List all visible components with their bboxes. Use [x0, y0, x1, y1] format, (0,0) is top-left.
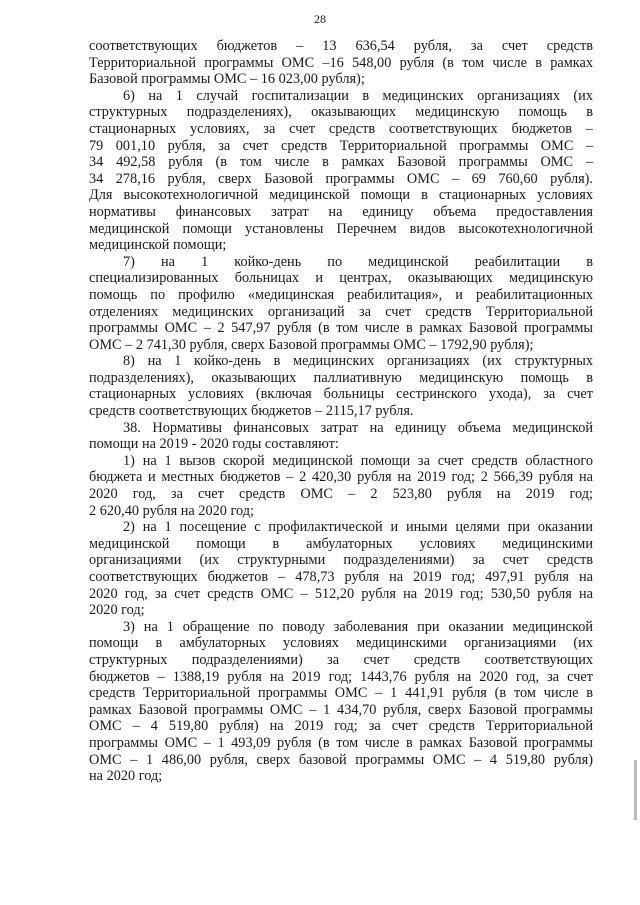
page-number: 28	[314, 12, 326, 26]
text-line: 34 278,16 рубля, сверх Базовой программы ОМС – 69 760,60 рубля).	[89, 170, 593, 187]
text-line: структурных подразделениях), оказывающих медицинскую помощь в	[89, 104, 593, 121]
text-line: медицинской помощи в амбулаторных условиях медицинскими	[89, 535, 593, 552]
text-line: ОМС – 4 519,80 рубля) на 2019 год; за счет средств Территориальной	[89, 718, 593, 735]
text-line: 8) на 1 койко-день в медицинских организациях (их структурных	[123, 353, 593, 370]
paragraph-section-38	[89, 420, 593, 453]
text-line: структурных подразделениями) за счет средств соответствующих	[89, 651, 593, 668]
text-line: 79 001,10 рубля, за счет средств Территориальной программы ОМС –	[89, 137, 593, 154]
text-line: Для высокотехнологичной медицинской помощи в стационарных условиях	[89, 187, 593, 204]
text-line: бюджета и местных бюджетов – 2 420,30 рубля на 2019 год; 2 566,39 рубля на	[89, 469, 593, 486]
text-line: медицинской помощи установлены Перечнем видов высокотехнологичной	[89, 220, 593, 237]
scan-edge-mark	[634, 760, 637, 820]
text-line: 7) на 1 койко-день по медицинской реабилитации в	[123, 253, 593, 270]
text-line: стационарных условиях, за счет средств соответствующих бюджетов –	[89, 120, 593, 137]
page-body	[89, 38, 593, 785]
paragraph-38-item-1	[89, 453, 593, 519]
text-line: 2) на 1 посещение с профилактической и иными целями при оказании	[123, 519, 593, 536]
paragraph-38-item-2	[89, 519, 593, 619]
paragraph-item-7	[89, 254, 593, 354]
text-line: соответствующих бюджетов – 478,73 рубля на 2019 год; 497,91 рубля на	[89, 569, 593, 585]
text-line: помощи в амбулаторных условиях медицинскими организациями (их	[89, 635, 593, 652]
text-line: помощи на 2019 - 2020 годы составляют:	[89, 436, 339, 453]
paragraph-item-6	[89, 88, 593, 254]
text-line: Базовой программы ОМС – 16 023,00 рубля);	[89, 71, 365, 88]
text-line: программы ОМС – 1 493,09 рубля (в том числе в рамках Базовой программы	[89, 734, 593, 751]
text-line: 2020 год;	[89, 602, 145, 619]
text-line: нормативы финансовых затрат на единицу объема предоставления	[89, 203, 593, 220]
text-line: бюджетов – 1388,19 рубля на 2019 год; 1443,76 рубля на 2020 год, за счет	[89, 668, 593, 685]
text-line: средств Территориальной программы ОМС – 1 441,91 рубля (в том числе в	[89, 685, 593, 702]
text-line: специализированных больницах и центрах, оказывающих медицинскую	[89, 270, 593, 287]
text-line: 1) на 1 вызов скорой медицинской помощи за счет средств областного	[123, 452, 593, 469]
text-line: 2 620,40 рубля на 2020 год;	[89, 502, 254, 519]
paragraph-item-8	[89, 353, 593, 419]
text-line: медицинской помощи;	[89, 237, 227, 254]
text-line: подразделениях), оказывающих паллиативную медицинскую помощь в	[89, 369, 593, 386]
text-line: на 2020 год;	[89, 768, 163, 785]
text-line: стационарных условиях (включая больницы сестринского ухода), за счет	[89, 386, 593, 403]
text-line: ОМС – 2 741,30 рубля, сверх Базовой программы ОМС – 1792,90 рубля);	[89, 336, 534, 353]
paragraph-38-item-3	[89, 619, 593, 785]
paragraph-continuation	[89, 38, 593, 88]
text-line: 34 492,58 рубля (в том числе в рамках Базовой программы ОМС –	[89, 154, 593, 171]
text-line: отделениях медицинских организаций за счет средств Территориальной	[89, 303, 593, 320]
text-line: организациями (их структурными подразделениями) за счет средств	[89, 552, 593, 569]
text-line: 2020 год, за счет средств ОМС – 512,20 рубля на 2019 год; 530,50 рубля на	[89, 585, 593, 602]
text-line: средств соответствующих бюджетов – 2115,17 рубля.	[89, 403, 414, 420]
text-line: соответствующих бюджетов – 13 636,54 рубля, за счет средств	[89, 38, 593, 54]
text-line: помощь по профилю «медицинская реабилитация», и реабилитационных	[89, 286, 593, 303]
text-line: Территориальной программы ОМС –16 548,00 рубля (в том числе в рамках	[89, 54, 593, 71]
text-line: ОМС – 1 486,00 рубля, сверх базовой программы ОМС – 4 519,80 рубля)	[89, 751, 593, 768]
text-line: программы ОМС – 2 547,97 рубля (в том числе в рамках Базовой программы	[89, 320, 593, 337]
text-line: рамках Базовой программы ОМС – 1 434,70 рубля, сверх Базовой программы	[89, 701, 593, 718]
text-line: 2020 год, за счет средств ОМС – 2 523,80 рубля на 2019 год;	[89, 486, 593, 503]
text-line: 38. Нормативы финансовых затрат на единицу объема медицинской	[123, 419, 593, 436]
text-line: 3) на 1 обращение по поводу заболевания при оказании медицинской	[123, 618, 593, 635]
text-line: 6) на 1 случай госпитализации в медицинских организациях (их	[123, 87, 593, 104]
